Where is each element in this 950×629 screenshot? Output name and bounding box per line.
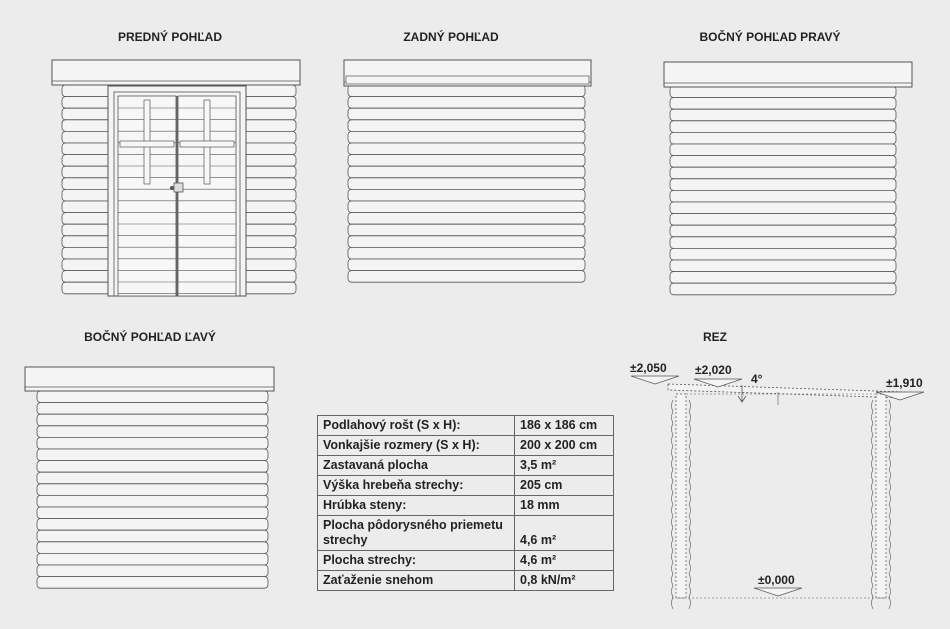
wall-log — [37, 461, 268, 473]
section-log-edge — [872, 597, 874, 609]
section-log-edge — [672, 412, 674, 424]
section-log-edge — [889, 435, 891, 447]
height-2050-label: ±2,050 — [630, 361, 667, 375]
wall-log — [670, 237, 896, 249]
section-log-edge — [689, 562, 691, 574]
wall-log — [670, 202, 896, 214]
spec-value: 4,6 m² — [515, 551, 614, 571]
spec-row — [318, 516, 614, 551]
wall-log — [348, 166, 585, 178]
window-transom — [120, 141, 174, 147]
section-log-edge — [889, 481, 891, 493]
section-log-edge — [672, 528, 674, 540]
wall-log — [670, 109, 896, 121]
section-log-edge — [872, 528, 874, 540]
wall-log — [37, 519, 268, 531]
wall-log — [670, 86, 896, 98]
section-log-edge — [872, 516, 874, 528]
section-log-edge — [689, 528, 691, 540]
door-handle — [170, 186, 174, 190]
section-log-edge — [689, 400, 691, 412]
roof-angle-label: 4° — [751, 372, 763, 386]
wall-log — [37, 472, 268, 484]
wall-log — [670, 248, 896, 260]
wall-log — [37, 403, 268, 415]
spec-label: Zaťaženie snehom — [318, 571, 515, 591]
section-log-edge — [672, 504, 674, 516]
wall-log — [37, 553, 268, 565]
section-log-edge — [689, 551, 691, 563]
section-log-edge — [872, 539, 874, 551]
section-log-edge — [689, 458, 691, 470]
spec-row — [318, 571, 614, 591]
back-view-title: ZADNÝ POHĽAD — [403, 30, 499, 44]
wall-log — [37, 391, 268, 403]
section-log-edge — [889, 551, 891, 563]
section-log-edge — [872, 400, 874, 412]
front-view-drawing — [52, 60, 300, 296]
spec-label: Zastavaná plocha — [318, 456, 515, 476]
spec-value: 0,8 kN/m² — [515, 571, 614, 591]
section-log-edge — [889, 400, 891, 412]
section-log-edge — [672, 562, 674, 574]
section-log-edge — [889, 423, 891, 435]
section-log-edge — [689, 539, 691, 551]
wall-log — [670, 156, 896, 168]
wall-log — [348, 120, 585, 132]
section-log-edge — [672, 574, 674, 586]
section-log-edge — [872, 412, 874, 424]
spec-label: Vonkajšie rozmery (S x H): — [318, 436, 515, 456]
section-log-edge — [889, 574, 891, 586]
wall-log — [670, 121, 896, 133]
wall-log — [348, 247, 585, 259]
wall-log — [348, 97, 585, 109]
wall-log — [37, 542, 268, 554]
spec-value: 3,5 m² — [515, 456, 614, 476]
left-view-title: BOČNÝ POHĽAD ĽAVÝ — [84, 330, 216, 344]
section-log-edge — [672, 470, 674, 482]
section-log-edge — [872, 493, 874, 505]
height-0-label: ±0,000 — [758, 573, 795, 587]
wall-log — [348, 213, 585, 225]
section-log-edge — [872, 551, 874, 563]
wall-log — [348, 201, 585, 213]
section-view-title: REZ — [703, 330, 727, 344]
wall-log — [37, 507, 268, 519]
wall-log — [348, 189, 585, 201]
wall-log — [670, 98, 896, 110]
section-log-edge — [872, 470, 874, 482]
wall-log — [348, 108, 585, 120]
wall-log — [670, 144, 896, 156]
wall-log — [670, 190, 896, 202]
wall-log — [670, 167, 896, 179]
section-log-edge — [889, 412, 891, 424]
wall-log — [37, 414, 268, 426]
section-log-edge — [689, 586, 691, 598]
section-log-edge — [872, 574, 874, 586]
section-log-edge — [889, 458, 891, 470]
section-log-edge — [689, 493, 691, 505]
wall-log — [37, 484, 268, 496]
spec-value: 186 x 186 cm — [515, 416, 614, 436]
spec-label: Plocha pôdorysného priemetu strechy — [318, 516, 515, 551]
spec-row — [318, 551, 614, 571]
right-view-drawing — [664, 62, 912, 295]
wall-log — [670, 225, 896, 237]
section-log-edge — [689, 504, 691, 516]
section-log-edge — [672, 586, 674, 598]
section-log-edge — [672, 493, 674, 505]
spec-label: Výška hrebeňa strechy: — [318, 476, 515, 496]
spec-row — [318, 416, 614, 436]
wall-log — [348, 271, 585, 283]
section-log-edge — [872, 435, 874, 447]
section-log-edge — [689, 423, 691, 435]
window-transom — [180, 141, 234, 147]
section-log-edge — [672, 539, 674, 551]
spec-value: 4,6 m² — [515, 516, 614, 551]
section-log-edge — [889, 597, 891, 609]
wall-log — [348, 224, 585, 236]
section-log-edge — [872, 586, 874, 598]
section-log-edge — [889, 493, 891, 505]
wall-log — [348, 85, 585, 97]
section-log-edge — [689, 470, 691, 482]
section-log-edge — [889, 470, 891, 482]
wall-log — [37, 530, 268, 542]
section-log-edge — [889, 562, 891, 574]
right-view-title: BOČNÝ POHĽAD PRAVÝ — [699, 30, 841, 44]
section-log-edge — [672, 597, 674, 609]
wall-log — [348, 236, 585, 248]
level-marker — [631, 376, 679, 384]
wall-log — [37, 495, 268, 507]
spec-label: Podlahový rošt (S x H): — [318, 416, 515, 436]
section-log-edge — [672, 435, 674, 447]
spec-table — [317, 415, 614, 591]
spec-row — [318, 436, 614, 456]
section-log-edge — [872, 562, 874, 574]
section-log-edge — [889, 586, 891, 598]
spec-value: 205 cm — [515, 476, 614, 496]
wall-log — [670, 179, 896, 191]
section-log-edge — [872, 458, 874, 470]
wall-log — [348, 131, 585, 143]
spec-row — [318, 476, 614, 496]
height-2020-label: ±2,020 — [695, 363, 732, 377]
section-log-edge — [689, 574, 691, 586]
section-log-edge — [889, 516, 891, 528]
section-log-edge — [689, 446, 691, 458]
section-log-edge — [889, 446, 891, 458]
spec-row — [318, 456, 614, 476]
section-log-edge — [889, 504, 891, 516]
wall-log — [670, 260, 896, 272]
wall-log — [37, 437, 268, 449]
wall-log — [37, 426, 268, 438]
wall-log — [670, 132, 896, 144]
spec-label: Plocha strechy: — [318, 551, 515, 571]
section-log-edge — [872, 446, 874, 458]
wall-log — [670, 214, 896, 226]
spec-label: Hrúbka steny: — [318, 496, 515, 516]
section-log-edge — [672, 458, 674, 470]
wall-log — [348, 178, 585, 190]
section-wall — [676, 394, 686, 598]
section-roof — [668, 384, 905, 398]
spec-value: 200 x 200 cm — [515, 436, 614, 456]
wall-log — [348, 155, 585, 167]
door-lock — [174, 183, 183, 192]
spec-row — [318, 496, 614, 516]
roof-board — [25, 367, 274, 391]
section-log-edge — [689, 597, 691, 609]
wall-log — [670, 272, 896, 284]
section-log-edge — [872, 504, 874, 516]
section-log-edge — [672, 446, 674, 458]
wall-log — [348, 259, 585, 271]
back-view-drawing — [344, 60, 591, 282]
roof-fascia — [346, 76, 589, 84]
section-log-edge — [889, 539, 891, 551]
height-1910-label: ±1,910 — [886, 376, 923, 390]
front-view-title: PREDNÝ POHĽAD — [117, 30, 222, 44]
left-view-drawing — [25, 367, 274, 588]
section-log-edge — [672, 481, 674, 493]
section-log-edge — [889, 528, 891, 540]
wall-log — [348, 143, 585, 155]
section-log-edge — [872, 481, 874, 493]
section-log-edge — [689, 516, 691, 528]
section-log-edge — [689, 412, 691, 424]
section-log-edge — [672, 423, 674, 435]
section-log-edge — [689, 481, 691, 493]
section-log-edge — [672, 551, 674, 563]
level-marker — [754, 588, 802, 596]
wall-log — [670, 283, 896, 295]
section-log-edge — [672, 400, 674, 412]
section-log-edge — [872, 423, 874, 435]
section-wall — [876, 394, 886, 598]
section-log-edge — [689, 435, 691, 447]
wall-log — [37, 449, 268, 461]
wall-log — [37, 577, 268, 589]
section-log-edge — [672, 516, 674, 528]
spec-value: 18 mm — [515, 496, 614, 516]
wall-log — [37, 565, 268, 577]
